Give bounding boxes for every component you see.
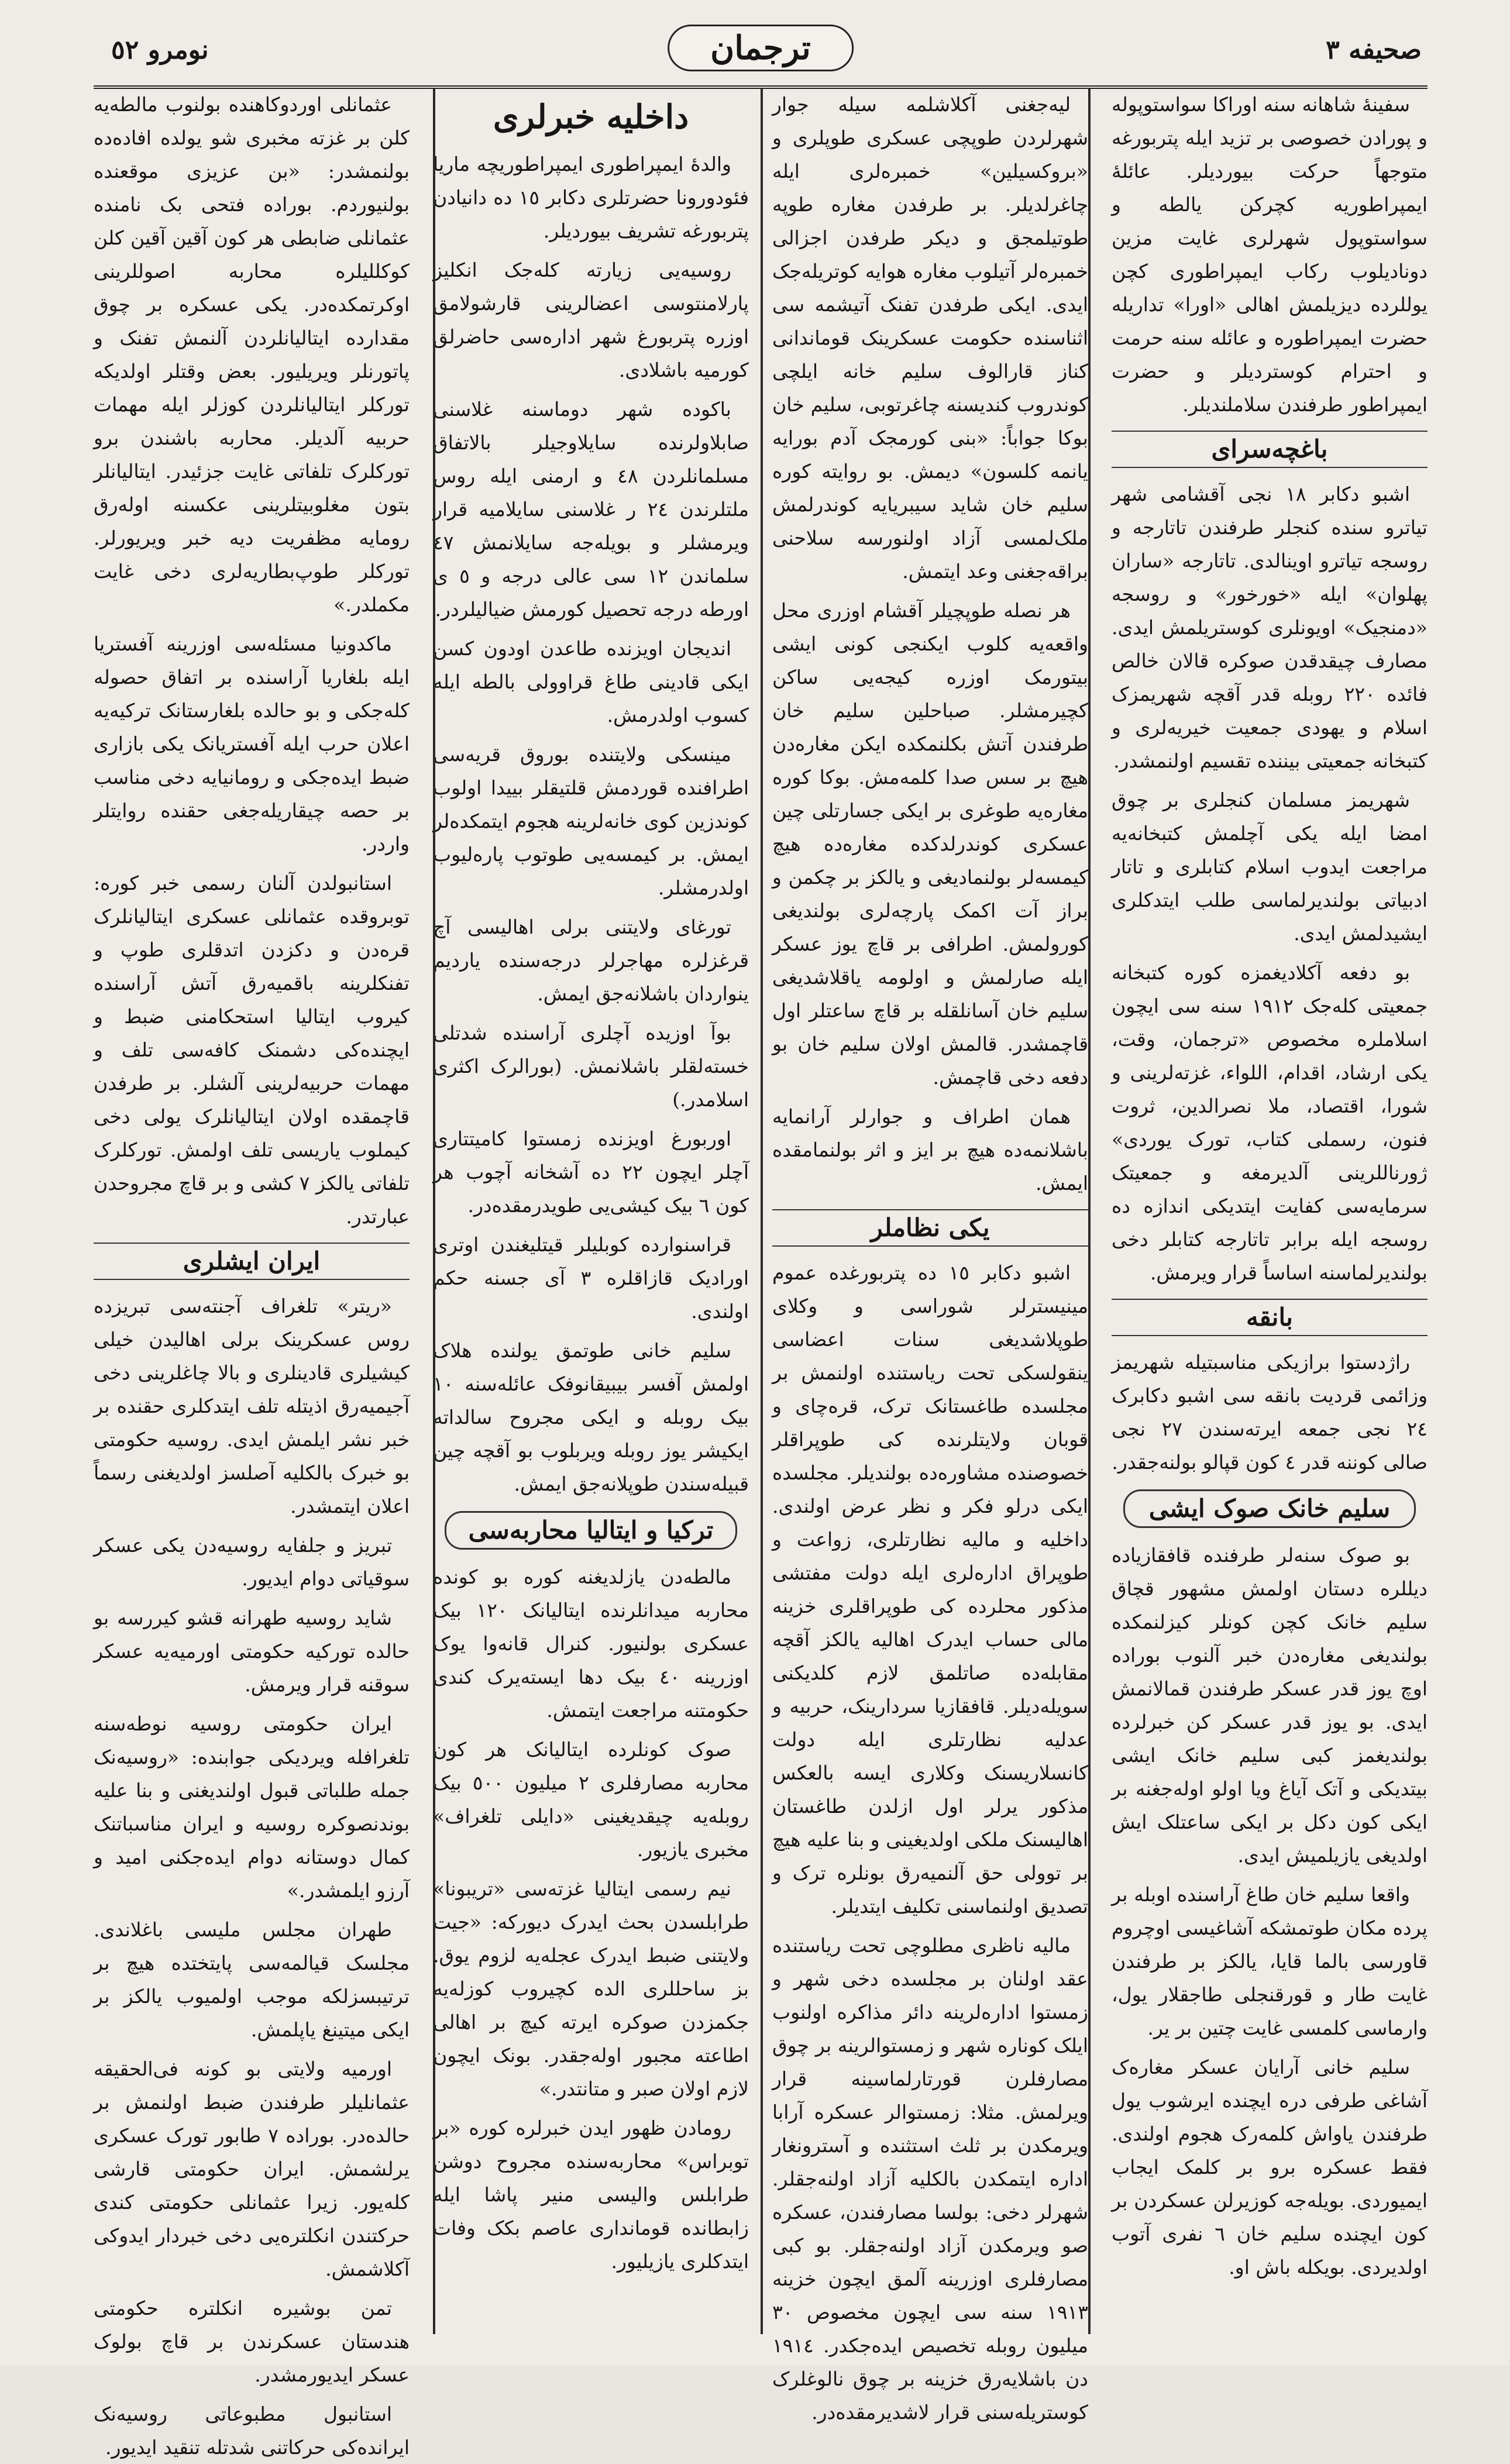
article-paragraph: تورغای ولایتنی برلی اهالیسی آچ قرغزلره مهاجرلر درجه‌سنده یاردیم ینواردان باشلانه‌جق ایمش.: [433, 916, 749, 1005]
article-paragraph: بو دفعه آکلادیغمزه کوره کتبخانه جمعیتی کله‌جک ١٩١٢ سنه سی ایچون اسلاملره مخصوص «ترجمان، وقت، یکی ارشاد، اقدام، اللواء، غزته‌لرینی و شورا، اقتصاد، ملا نصرالدین، ثروت فنون، رسملی کتاب، تورک یوردی» ژورناللرینی آلدیرمغه و جمعیتک سرمایه‌سی کفایت ایتدیکی اندازه ده روسجه ایله برابر تاتارجه کتابلر دخی بولندیرلماسنه اساساً قرار ویرمش.: [1112, 961, 1428, 1284]
article-paragraph: قراسنوارده کوبلیلر قیتلیغندن اوتری اورادیک قازاقلره ٣ آی جسنه حکم اولندی.: [433, 1233, 749, 1323]
article-paragraph: مینسکی ولایتنده بوروق قریه‌سی اطرافنده قوردمش قلتیقلر بییدا اولوب کوندزین کوی خانه‌لرینه هجوم ایتمکده‌لر ایمش. بر کیمسه‌یی طوتوب پاره‌لیوب اولدرمشلر.: [433, 743, 749, 899]
article-paragraph: والدهٔ ایمپراطوری ایمپراطوریچه ماریا فئودورونا حضرتلری دکابر ١٥ ده دانیادن پتربورغه تشریف بیوردیلر.: [433, 153, 749, 242]
issue-number: نومرو ٥٢: [111, 35, 209, 65]
article-paragraph: سلیم خانی طوتمق یولنده هلاک اولمش آفسر بیبیقانوفک عائله‌سنه ١٠ بیک روبله و ایکی مجروح سالداته ایکیشر یوز روبله ویربلوب بو آقچه چین قبیله‌سندن طوپلانه‌جق ایمش.: [433, 1339, 749, 1495]
article-paragraph: سفینهٔ شاهانه سنه اوراکا سواستوپوله و پورادن خصوصی بر تزید ایله پتربورغه متوجهاً حرکت بیوردیلر. عائلهٔ ایمپراطوریه کچرکن یالطه و سواستوپول شهرلری غایت مزین دونادیلوب رکاب ایمپراطوری کچن یوللرده دیزیلمش اهالی «اورا» تداریله حضرت ایمپراطوره و عائله سنه حرمت و احترام کوستردیلر و حضرت ایمپراطور طرفندن سلاملندیلر.: [1112, 93, 1428, 416]
section-heading: بانقه: [1112, 1299, 1428, 1336]
column-divider: [1088, 88, 1091, 2334]
section-heading: یکی نظاملر: [772, 1209, 1088, 1247]
article-paragraph: واقعا سلیم خان طاغ آراسنده اوبله بر پرده مکان طوتمشکه آشاغیسی اوچروم قاورسی بالما قایا، یالکز بر طرفندن غایت طار و قورقنجلی طاجقلار یول، وارماسی کلمسی غایت چتین بر یر.: [1112, 1883, 1428, 2039]
article-paragraph: استانبولدن آلنان رسمی خبر کوره: توبروقده عثمانلی عسکری ایتالیانلرک قره‌دن و دکزدن اتدقلری طوپ و تفنکلرینه باقمیه‌رق آتش آراسنده کیروب ایتالیا استحکامنی ضبط و ایچنده‌کی دشمنک کافه‌سی تلف و مهمات حربیه‌لرینی آلشلر. بر طرفدن قاچمقده اولان ایتالیانلرک یولی دخی کیملوب یاریسی تلف اولمش. تورکلرک تلفاتی یالکز ٧ کشی و بر قاچ مجروحدن عبارتدر.: [94, 872, 410, 1228]
article-paragraph: استانبول مطبوعاتی روسیه‌نک ایرانده‌کی حرکاتنی شدتله تنقید ایدیور.: [94, 2403, 410, 2459]
section-heading: ایران ایشلری: [94, 1243, 410, 1280]
article-paragraph: مالطه‌دن یازلدیغنه کوره بو کونده محاربه میدانلرنده ایتالیانک ١٢٠ بیک عسکری بولنیور. کنرال قانه‌وا یوک اوزرینه ٤٠ بیک دها ایسته‌یرک کندی حکومتنه مراجعت ایتمش.: [433, 1565, 749, 1722]
newspaper-title: ترجمان: [668, 25, 854, 71]
article-paragraph: بو صوک سنه‌لر طرفنده قافقازیاده دیللره دستان اولمش مشهور قچاق سلیم خانک کچن کونلر کیزلنمکده بولندیغی مغاره‌دن خبر آلنوب بوراده اوچ یوز قدر عسکر طرفندن قمالانمش ایدی. بو یوز قدر عسکر کن خبرلرده بولندیغمز کبی سلیم خانک ایشی بیتدیکی و آتک آیاغ ویا اولو اوله‌جغنه بر ایکی کون دکل بر ایکی ساعتلک ایش اولدیغی یازیلمیش ایدی.: [1112, 1544, 1428, 1867]
column-2: [772, 88, 1088, 2424]
article-paragraph: اندیجان اویزنده طاعدن اودون کسن ایکی قادینی طاغ قراوولی بالطه ایله کسوب اولدرمش.: [433, 637, 749, 727]
boxed-heading: ترکیا و ایتالیا محاربه‌سی: [445, 1511, 737, 1550]
article-paragraph: اوربورغ اویزنده زمستوا کامیتتاری آچلر ایچون ٢٢ ده آشخانه آچوب هر کون ٦ بیک کیشی‌یی طویدرمقده‌در.: [433, 1127, 749, 1217]
article-paragraph: باکوده شهر دوماسنه غلاسنی صابلاولرنده سایلاوجیلر بالاتفاق مسلمانلردن ٤٨ و ارمنی ایله روس ملتلرندن ٢٤ ر غلاسنی سایلامیه قرار ویرمشلر و بویله‌جه سایلانمش ٤٧ سلماندن ١٢ سی عالی درجه و ٥ ی اورطه درجه تحصیل کورمش ضیالیلردر.: [433, 398, 749, 621]
article-paragraph: راژدستوا برازیکی مناسبتیله شهریمز وزائمی قردیت بانقه سی اشبو دکابرک ٢٤ نجی جمعه ایرته‌سندن ٢٧ نجی صالی کوننه قدر ٤ کون قپالو بولنه‌جقدر.: [1112, 1351, 1428, 1474]
boxed-heading: سلیم خانک صوک ایشی: [1123, 1489, 1416, 1528]
masthead: [94, 16, 1428, 89]
column-4: [94, 88, 410, 2459]
column-divider: [433, 88, 435, 2334]
article-paragraph: شهریمز مسلمان کنجلری بر چوق امضا ایله یکی آچلمش کتبخانه‌یه مراجعت ایدوب اسلام کتابلری و تاتار ادبیاتی بولندیرلماسی طلب ایتدکلری ایشیدلمش ایدی.: [1112, 789, 1428, 945]
section-headline: داخلیه خبرلری: [493, 98, 689, 136]
article-paragraph: تمن بوشیره انکلتره حکومتی هندستان عسکرندن بر قاچ بولوک عسکر ایدیورمشدر.: [94, 2297, 410, 2386]
page-number: صحیفه ٣: [1326, 35, 1422, 65]
article-paragraph: عثمانلی اوردوکاهنده بولنوب مالطه‌یه کلن بر غزته مخبری شو یولده افاده‌ده بولنمشدر: «بن عزیزی موقعنده بولنیوردم. بوراده فتحی بک نامنده عثمانلی ضابطی هر کون آقین آقین کلن کوکللیلره محاربه اصوللرینی اوکرتمکده‌در. یکی عسکره بر چوق مقدارده ایتالیانلردن آلنمش تفنک و پاتورنلر ویریلیور. بعض وقتلر اولدیکه تورکلر ایتالیانلردن کوزلر ایله مهمات حربیه آلدیلر. محاربه باشندن برو تورکلرک تلفاتی غایت جزئیدر. ایتالیانلر بتون مغلوبیتلرینی عکسنه اوله‌رق رومایه مظفریت دیه خبر ویریورلر. تورکلر طوپ‌بطاریه‌لری دخی غایت مکملدر.»: [94, 93, 410, 616]
article-paragraph: تبریز و جلفایه روسیه‌دن یکی عسکر سوقیاتی دوام ایدیور.: [94, 1534, 410, 1590]
article-paragraph: رومادن ظهور ایدن خبرلره کوره «بر توبراس» محاربه‌سنده مجروح دوشن طرابلس والیسی منیر پاشا ایله زابطانده قومانداری عاصم بکک وفات ایتدکلری یازیلیور.: [433, 2117, 749, 2273]
article-paragraph: شاید روسیه طهرانه قشو کیررسه بو حالده تورکیه حکومتی اورمیه‌یه عسکر سوقنه قرار ویرمش.: [94, 1606, 410, 1696]
column-3: [433, 88, 749, 2334]
article-columns: [94, 88, 1428, 2459]
article-paragraph: ایران حکومتی روسیه نوطه‌سنه تلغرافله ویردیکی جوابنده: «روسیه‌نک جمله طلباتی قبول اولندیغنی و بنا علیه بوندنصوکره روسیه و ایران مناسباتنک کمال دوستانه دوام ایده‌جکنی امید و آرزو ایلمشدر.»: [94, 1712, 410, 1902]
article-paragraph: هر نصله طوپچیلر آقشام اوزری محل واقعه‌یه کلوب ایکنجی کونی ایشی بیتورمک اوزره کیجه‌یی ساکن کچیرمشلر. صباحلین سلیم خان طرفندن آتش بکلنمکده ایکن مغاره‌دن هیچ بر سس صدا کلمه‌مش. بوکا کوره مغاره‌یه طوغری بر ایکی جسارتلی چین عسکری کوندرلدکده مغاره‌ده هیچ کیمسه‌لر بولنمادیغی و یالکز بر چکمن و براز آت اکمک پارچه‌لری بولندیغی کورولمش. اطرافی بر قاچ یوز عسکر ایله صارلمش و اولومه یاقلاشدیغی سلیم خان آسانلقله بر قاچ ساعتلر اول قاچمشدر. قالمش اولان سلیم خان بو دفعه دخی قاچمش.: [772, 599, 1088, 1089]
article-paragraph: صوک کونلرده ایتالیانک هر کون محاربه مصارفلری ٢ میلیون ٥٠٠ بیک روبله‌یه چیقدیغینی «دایلی تلغراف» مخبری یازیور.: [433, 1738, 749, 1861]
article-paragraph: بوآ اوزیده آچلری آراسنده شدتلی خسته‌لقلر باشلانمش. (بورالرک اکثری اسلامدر.): [433, 1021, 749, 1111]
article-paragraph: نیم رسمی ایتالیا غزته‌سی «تریبونا» طرابلسدن بحث ایدرک دیورکه: «جیت ولایتنی ضبط ایدرک عجله‌یه لزوم یوق. بز ساحللری الده کچیروب کوزله‌یه جکمزدن صوکره ایرته کیچ بر اهالی اطاعته مجبور اوله‌جقدر. بونک ایچون لازم اولان صبر و متانتدر.»: [433, 1877, 749, 2100]
article-paragraph: طهران مجلس ملیسی باغلاندی. مجلسک قیالمه‌سی پایتختده هیچ بر ترتیبسزلکه موجب اولمیوب یالکز بر ایکی میتینغ یاپلمش.: [94, 1918, 410, 2041]
article-paragraph: لیه‌جغنی آکلاشلمه سیله جوار شهرلردن طوپچی عسکری طوپلری و «بروکسیلین» خمبره‌لری ایله چاغرلدیلر. بر طرفدن مغاره طوپه طوتیلمجق و دیکر طرفدن اجزالی خمبره‌لر آتیلوب مغاره هوایه کوتریله‌جک ایدی. ایکی طرفدن تفنک آتیشمه سی اثناسنده حکومت عسکرینک قوماندانی کناز قارالوف سلیم خانه ایلچی کوندروب کندیسنه چاغرتوبی، سلیم خان بوکا جواباً: «بنی کورمجک آدم بورایه یانمه کلسون» دیمش. بو روایته کوره سلیم خان شاید سیبریایه کوندرلمش ملک‌لمسی آزاد اولنورسه سلاحنی براقه‌جغنی وعد ایتمش.: [772, 93, 1088, 583]
article-paragraph: مالیه ناظری مطلوچی تحت ریاستنده عقد اولنان بر مجلسده دخی شهر و زمستوا اداره‌لرینه دائر مذاکره اولنوب ایلک کوناره شهر و زمستوالرینه بر چوق مصارفلرن قورتارلماسینه قرار ویرلمش. مثلا: زمستوالر عسکره آرابا ویرمکدن بر ثلث استثنده و آسترونغار اداره ایتمکدن بالکلیه آزاد اولنه‌جقلر. شهرلر دخی: بولسا مصارفندن، عسکره صو ویرمکدن آزاد اولنه‌جقلر. بو کبی مصارفلری اوزرینه آلمق ایچون خزینه ١٩١٣ سنه سی ایچون مخصوص ٣٠ میلیون روبله تخصیص ایده‌جکدر. ١٩١٤ دن باشلایه‌رق خزینه بر چوق نالوغلرک کوستریله‌سنی قرار لاشدیرمقده‌در.: [772, 1934, 1088, 2424]
article-paragraph: اشبو دکابر ١٨ نجی آقشامی شهر تیاترو سنده کنجلر طرفندن تاتارجه و روسجه تیاترو اوینالدی. تاتارجه «ساران پهلوان» ایله «خورخور» و روسجه «دمنجیک» اویونلری کوستریلمش ایدی. مصارف چیقدقدن صوکره قالان خالص فائده ٢٢٠ روبله قدر آقچه شهریمزک اسلام و یهودی جمعیت خیریه‌لری و کتبخانه جمعیتی بیننده تقسیم اولنمشدر.: [1112, 483, 1428, 772]
article-paragraph: ماکدونیا مسئله‌سی اوزرینه آفستریا ایله بلغاریا آراسنده بر اتفاق حصوله کله‌جکی و بو حالده بلغارستانک ترکیه‌یه اعلان حرب ایله آفستریانک یکی بازاری ضبط ایده‌جکی و رومانیایه دخی مناسب بر حصه چیقاریله‌جغی حقنده روایتلر واردر.: [94, 632, 410, 855]
column-1: [1112, 88, 1428, 2334]
article-paragraph: اشبو دکابر ١٥ ده پتربورغده عموم مینیسترلر شوراسی و وکلای طوپلاشدیغی سنات اعضاسی ینقولسکی تحت ریاستنده اولنمش بر مجلسده طاغستانک ترک، قره‌چای و قوبان ولایتلرنده کی طوپراقلر خصوصنده مشاوره‌ده بولندیلر. مجلسده ایکی درلو فکر و نظر عرض اولندی. داخلیه و مالیه نظارتلری، زواعت و طوپراق اداره‌لری ایله دولت مفتشی مذکور محلرده کی طوپراقلری خزینه مالی حساب ایدرک اهالیه یالکز آقچه مقابله‌ده صاتلمق لازم کلدیکنی سویله‌دیلر. قافقازیا سردارینک، حربیه و عدلیه نظارتلری ایله دولت کانسلاریسنک وکلاری ایسه بالعکس مذکور یرلر اول ازلدن طاغستان اهالیسنک ملکی اولدیغینی و بنا علیه هیچ بر توولی حق آلنمیه‌رق بونلره ترک و تصدیق اولنماسنی تکلیف ایتدیلر.: [772, 1261, 1088, 1918]
article-paragraph: روسیه‌یی زیارته کله‌جک انکلیز پارلامنتوسی اعضالرینی قارشو‌لامق اوزره پتربورغ شهر اداره‌سی حاضرلق کورمیه باشلادی.: [433, 259, 749, 381]
article-paragraph: «ریتر» تلغراف آجنته‌سی تبریزده روس عسکرینک برلی اهالیدن خیلی کیشیلری قادینلری و بالا چاغلرینی دخی آجیمیه‌رق اذیتله تلف ایتدکلری حقنده بر خبر نشر ایلمش ایدی. روسیه حکومتی بو خبرک بالکلیه آصلسز اولدیغنی رسماً اعلان ایتمشدر.: [94, 1295, 410, 1517]
article-paragraph: اورمیه ولایتی بو کونه فی‌الحقیقه عثمانلیلر طرفندن ضبط اولنمش بر حالده‌در. بوراده ٧ طابور تورک عسکری یرلشمش. ایران حکومتی قارشی کله‌یور. زیرا عثمانلی حکومتی کندی حرکتندن انکلتره‌یی دخی خبردار ایدوکی آکلاشمش.: [94, 2057, 410, 2280]
article-paragraph: همان اطراف و جوارلر آرانمایه باشلانمه‌ده هیچ بر ایز و اثر بولنمامقده ایمش.: [772, 1105, 1088, 1195]
section-heading: باغچه‌سرای: [1112, 431, 1428, 468]
article-paragraph: سلیم خانی آرایان عسکر مغاره‌ک آشاغی طرفی دره ایچنده ایرشوب یول طرفندن یاواش کلمه‌رک هجوم اولندی. فقط عسکره برو بر کلمک ایجاب ایمیوردی. بویله‌جه کوزیرلن عسکردن بر کون ایچنده سلیم خان ٦ نفری آتوب اولدیردی. بویکله باش او.: [1112, 2056, 1428, 2279]
column-divider: [761, 88, 763, 2334]
